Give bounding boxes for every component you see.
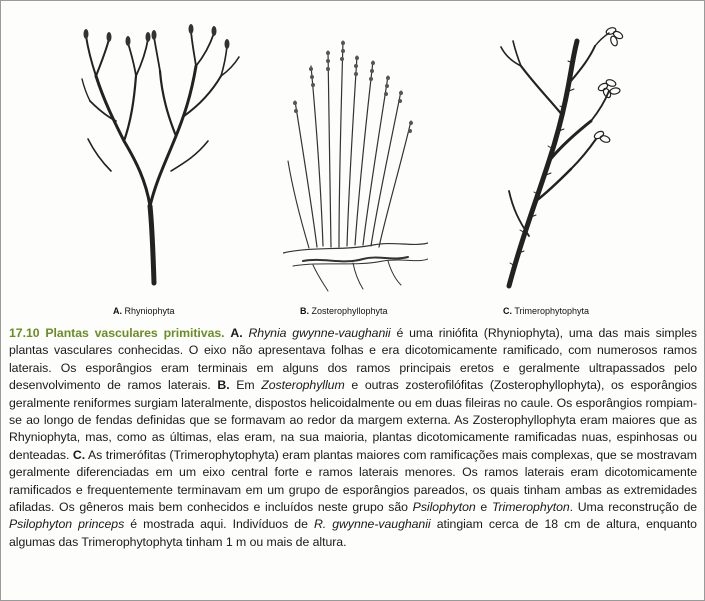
caption-genus-psilophyton: Psilophyton <box>412 500 476 515</box>
caption-recon: . Uma reconstrução de <box>569 500 698 515</box>
caption-part-b: B. <box>217 378 230 393</box>
panel-label-c: C. Trimerophytophyta <box>503 306 590 316</box>
caption-species-rhynia: R. gwynne-vaughanii <box>313 517 431 532</box>
caption-genus-trimerophyton: Trimerophyton <box>491 500 570 515</box>
caption-genus-zosterophyllum: Zosterophyllum <box>261 378 345 393</box>
caption-end: atingiam cerca de 18 cm de altura, enquanto algumas das Trimerophytophyta tinham 1 m ou mais de altura. <box>9 517 697 549</box>
illustration-trimerophytophyta <box>491 21 641 306</box>
caption-part-a: A. <box>230 326 243 340</box>
caption-text-a: é uma riniófita (Rhyniophyta), uma das mais simples plantas vasculares conhecidas. O eixo não apresentava folhas e era dicotomicamente ramificado, com numerosos ramos laterais. Os esporângios eram terminais em alguns dos ramos principais eretos e geralmente ultrapassados pelo desenvolvimento de ramos laterais. <box>9 326 697 393</box>
panel-label-b: B. Zosterophyllophyta <box>300 306 388 316</box>
caption-part-c: C. <box>72 447 86 462</box>
caption-and: e <box>480 500 488 515</box>
illustration-zosterophyllophyta <box>283 21 428 306</box>
caption-number: 17.10 <box>9 326 40 340</box>
caption-text-c: As trimerófitas (Trimerophytophyta) eram plantas maiores com ramificações mais complexas, que se mostravam geralmente diferenciadas em um eixo central forte e ramos laterais menores. Os ramos laterais eram dicotomicamente ramificados e frequentemente terminavam em um grupo de esporângios pareados, os quais tinham ambas as extremidades afiladas. Os gêneros mais bem conhecidos e incluídos neste grupo são <box>9 447 697 515</box>
caption-b-intro: Em <box>236 378 255 393</box>
caption-text-b: e outras zosterofilófitas (Zosterophyllophyta), os esporângios geralmente reniformes surgiam lateralmente, dispostos helicoidalmente ou em duas fileiras no caule. Os esporângios rompiam-se ao longo de fendas definidas que se formavam ao redor da margem externa. As Zosterophyllophyta eram maiores que as Rhyniophyta, mas, como as últimas, elas eram, na sua maioria, plantas dicotomicamente ramificadas nuas, espinhosas ou denteadas. <box>9 378 698 462</box>
caption-genus-rhynia: Rhynia gwynne-vaughanii <box>248 326 391 340</box>
caption-title: Plantas vasculares primitivas. <box>45 326 225 340</box>
illustration-rhyniophyta <box>76 21 246 306</box>
figure-caption <box>9 325 697 551</box>
panel-label-a: A. Rhyniophyta <box>113 306 175 316</box>
caption-species-psilophyton-princeps: Psilophyton princeps <box>9 517 125 532</box>
caption-shown: é mostrada aqui. Indivíduos de <box>130 517 308 532</box>
